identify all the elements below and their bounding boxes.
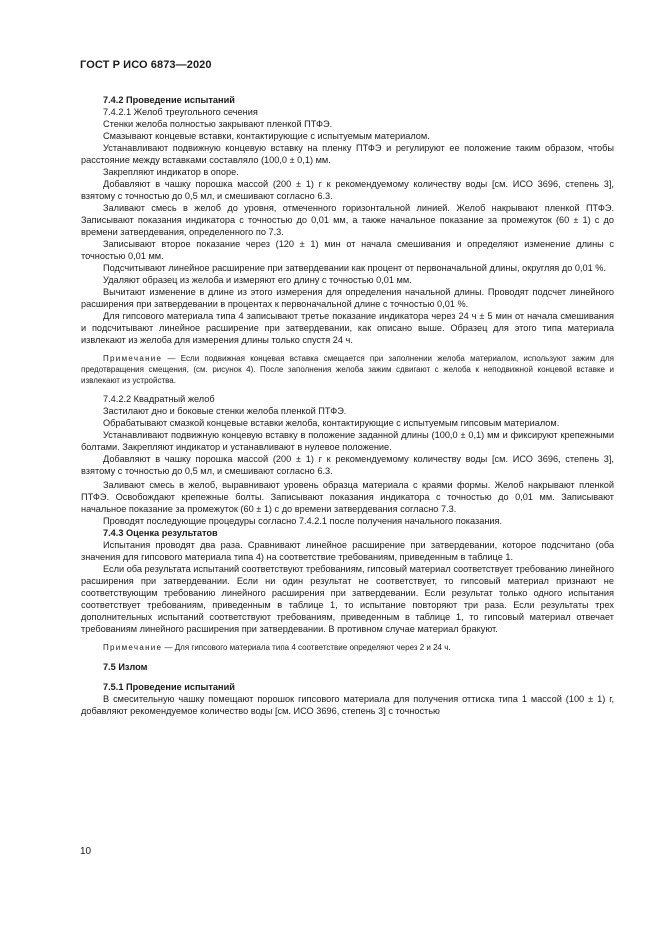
paragraph: Закрепляют индикатор в опоре. — [103, 167, 239, 177]
paragraph: Заливают смесь в желоб до уровня, отмеченного горизонтальной линией. Желоб накрывают пленкой ПТФЭ. Записывают показания индикатора с точностью до 0,01 мм, а также начальное показание за промежуток (60 ± 1) с до времени затвердевания, определенного по 7.3. — [81, 203, 614, 237]
note-label: Примечание — [103, 643, 163, 652]
paragraph: Подсчитывают линейное расширение при затвердевании как процент от первоначальной длины, округляя до 0,01 %. — [103, 263, 607, 273]
paragraph: Застилают дно и боковые стенки желоба пленкой ПТФЭ. — [103, 406, 347, 416]
note-text: — Если подвижная концевая вставка смещается при заполнении желоба материалом, используют зажим для предотвращения смещения, (см. рисунок 4). После заполнения желоба зажим сдвигают с желоба к неподвижной концевой вставке и извлекают из устройства. — [81, 354, 614, 385]
paragraph: Если оба результата испытаний соответствуют требованиям, гипсовый материал соответствует требованию линейного расширения при затвердевании. Если ни один результат не соответствует, то гипсовый материал признают не соответствующим требованию линейного расширения при затвердевании. Если результат только одного испытания соответствует требованиям, приведенным в таблице 1, то испытание повторяют три раза. Если результаты трех дополнительных испытаний соответствуют требованиям, приведенным в таблице 1, то гипсовый материал отвечает требованиям линейного расширения при затвердевании. В противном случае материал бракуют. — [81, 564, 614, 634]
paragraph: Для гипсового материала типа 4 записывают третье показание индикатора через 24 ч ± 5 мин от начала смешивания и подсчитывают линейное расширение при затвердевании, как описано выше. Образец для этого типа материала извлекают из желоба для измерения длины только спустя 24 ч. — [81, 311, 614, 345]
paragraph: Добавляют в чашку порошка массой (200 ± 1) г к рекомендуемому количеству воды [см. ИСО 3696, степень 3], взятому с точностью до 0,5 мл, и смешивают согласно 6.3. — [81, 454, 614, 476]
note-label: Примечание — [103, 354, 163, 363]
paragraph: Проводят последующие процедуры согласно 7.4.2.1 после получения начального показания. — [103, 516, 503, 526]
paragraph: Добавляют в чашку порошка массой (200 ± 1) г к рекомендуемому количеству воды [см. ИСО 3696, степень 3], взятому с точностью до 0,5 мл, и смешивают согласно 6.3. — [81, 179, 614, 201]
standard-header: ГОСТ Р ИСО 6873—2020 — [80, 59, 212, 71]
section-heading-7-4-2: 7.4.2 Проведение испытаний — [103, 95, 235, 105]
paragraph: Смазывают концевые вставки, контактирующие с испытуемым материалом. — [103, 131, 430, 141]
paragraph: Испытания проводят два раза. Сравнивают линейное расширение при затвердевании, которое подсчитано (оба значения для гипсового материала типа 4) на соответствие требованиям, приведенным в таблице 1. — [81, 540, 614, 562]
paragraph: Стенки желоба полностью закрывают пленкой ПТФЭ. — [103, 119, 333, 129]
paragraph: Устанавливают подвижную концевую вставку в положение заданной длины (100,0 ± 0,1) мм и фиксируют крепежными болтами. Закрепляют индикатор и устанавливают в нулевое положение. — [81, 430, 614, 452]
paragraph: Устанавливают подвижную концевую вставку на пленку ПТФЭ и регулируют ее положение таким образом, чтобы расстояние между вставками составляло (100,0 ± 0,1) мм. — [81, 143, 614, 165]
note-text: — Для гипсового материала типа 4 соответствие определяют через 2 и 24 ч. — [162, 643, 451, 652]
paragraph: Вычитают изменение в длине из этого измерения для определения начальной длины. Проводят подсчет линейного расширения при затвердевании в процентах к первоначальной длине с точностью 0,01 %. — [81, 287, 614, 309]
subsection-heading-7-4-2-2: 7.4.2.2 Квадратный желоб — [103, 394, 215, 404]
paragraph: Заливают смесь в желоб, выравнивают уровень образца материала с краями формы. Желоб накрывают пленкой ПТФЭ. Освобождают крепежные болты. Записывают показания индикатора с точностью до 0,01 мм. Записывают начальное показание за промежуток (60 ± 1) с до времени затвердевания согласно 7.3. — [81, 480, 614, 514]
note-block — [81, 642, 614, 653]
paragraph: Обрабатывают смазкой концевые вставки желоба, контактирующие с испытуемым гипсовым материалом. — [103, 418, 560, 428]
note-block — [81, 353, 614, 386]
page-number: 10 — [80, 846, 92, 857]
subsection-heading-7-4-2-1: 7.4.2.1 Желоб треугольного сечения — [103, 107, 258, 117]
section-heading-7-5-1: 7.5.1 Проведение испытаний — [103, 682, 235, 692]
section-heading-7-4-3: 7.4.3 Оценка результатов — [103, 528, 218, 538]
section-heading-7-5: 7.5 Излом — [103, 662, 148, 672]
page-body — [81, 94, 614, 717]
paragraph: В смесительную чашку помещают порошок гипсового материала для получения оттиска типа 1 массой (100 ± 1) г, добавляют рекомендуемое количество воды [см. ИСО 3696, степень 3] с точностью — [81, 694, 614, 716]
paragraph: Записывают второе показание через (120 ± 1) мин от начала смешивания и определяют изменение длины с точностью 0,01 мм. — [81, 239, 614, 261]
paragraph: Удаляют образец из желоба и измеряют его длину с точностью 0,01 мм. — [103, 275, 412, 285]
